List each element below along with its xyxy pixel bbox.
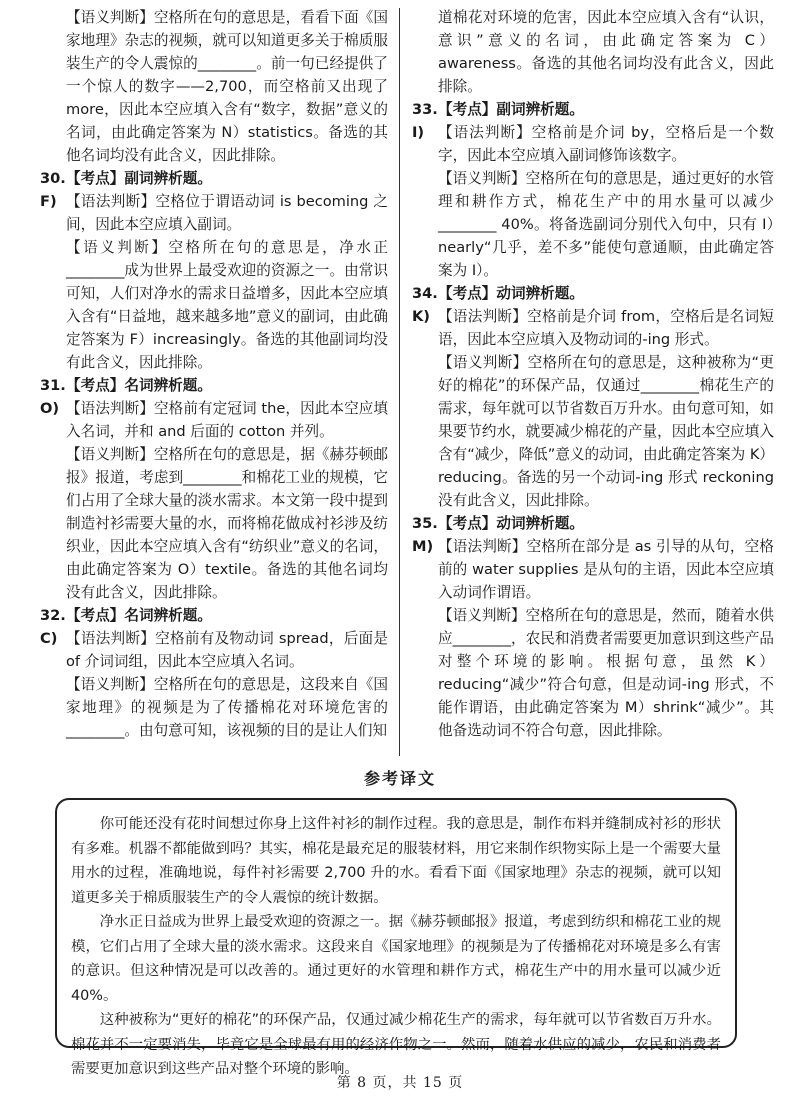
q32-meaning-analysis: 【语义判断】空格所在句的意思是，这段来自《国家地理》的视频是为了传播棉花对环境危害的________。由句意可知，该视频的目的是让人们知 [66, 676, 388, 739]
q30-meaning-analysis: 【语义判断】空格所在句的意思是，净水正________成为世界上最受欢迎的资源之一。由常识可知，人们对净水的需求日益增多，因此本空应填入含有“日益地，越来越多地”意义的副词，由此确定答案为 F）increasingly。备选的其他副词均没有此含义，因此排除。 [66, 239, 388, 371]
q35-heading [412, 512, 774, 535]
q33-heading [412, 98, 774, 121]
q34-answer-letter: K) [412, 308, 430, 325]
q30-answer-letter: F) [40, 193, 57, 210]
q35-answer-letter: M) [412, 538, 434, 555]
page-footer: 第 8 页，共 15 页 [336, 1075, 464, 1091]
q29-meaning-analysis: 【语义判断】空格所在句的意思是，看看下面《国家地理》杂志的视频，就可以知道更多关于棉质服装生产的令人震惊的________。前一句已经提供了一个惊人的数字——2,700，而空格前又出现了more，因此本空应填入含有“数字，数据”意义的名词，由此确定答案为 N）statistics。备选的其他名词均没有此含义，因此排除。 [66, 9, 388, 164]
q32-grammar-analysis: 【语法判断】空格前有及物动词 spread，后面是 of 介词词组，因此本空应填入名词。 [66, 630, 388, 670]
q30-heading [40, 167, 388, 190]
q32-meaning-continued: 道棉花对环境的危害，因此本空应填入含有“认识，意识”意义的名词，由此确定答案为 C）awareness。备选的其他名词均没有此含义，因此排除。 [438, 9, 774, 95]
q35-grammar-analysis: 【语法判断】空格所在部分是 as 引导的从句，空格前的 water supplies 是从句的主语，因此本空应填入动词作谓语。 [438, 538, 774, 601]
q33-answer-letter: I) [412, 124, 425, 141]
q31-heading [40, 374, 388, 397]
q35-topic: 【考点】动词辨析题。 [438, 515, 584, 532]
q32-answer-letter: C) [40, 630, 58, 647]
q34-topic: 【考点】动词辨析题。 [438, 285, 584, 302]
q31-answer-letter: O) [40, 400, 60, 417]
q30-grammar-analysis: 【语法判断】空格位于谓语动词 is becoming 之间，因此本空应填入副词。 [66, 193, 388, 233]
q33-topic: 【考点】副词辨析题。 [438, 101, 584, 118]
q33-meaning-analysis: 【语义判断】空格所在句的意思是，通过更好的水管理和耕作方式，棉花生产中的用水量可以减少________ 40%。将备选副词分别代入句中，只有 I）nearly“几乎，差不多”能使句意通顺，由此确定答案为 I）。 [438, 170, 774, 279]
translation-paragraph-3: 这种被称为“更好的棉花”的环保产品，仅通过减少棉花生产的需求，每年就可以节省数百万升水。棉花并不一定要消失，毕竟它是全球最有用的经济作物之一。然而，随着水供应的减少，农民和消费者需要更加意识到这些产品对整个环境的影响。 [71, 1012, 721, 1077]
q31-meaning-analysis: 【语义判断】空格所在句的意思是，据《赫芬顿邮报》报道，考虑到________和棉花工业的规模，它们占用了全球大量的淡水需求。本文第一段中提到制造衬衫需要大量的水，而将棉花做成衬衫涉及纺织业，因此本空应填入含有“纺织业”意义的名词，由此确定答案为 O）textile。备选的其他名词均没有此含义，因此排除。 [66, 446, 388, 601]
q32-heading [40, 604, 388, 627]
q31-grammar-row [40, 397, 388, 443]
right-column [412, 6, 774, 742]
q34-heading [412, 282, 774, 305]
column-divider [399, 8, 400, 756]
q35-number: 35. [412, 515, 438, 532]
q34-number: 34. [412, 285, 438, 302]
q32-grammar-row [40, 627, 388, 673]
q30-topic: 【考点】副词辨析题。 [66, 170, 212, 187]
translation-box [55, 798, 737, 1077]
q35-grammar-row [412, 535, 774, 604]
q30-grammar-row [40, 190, 388, 236]
q30-number: 30. [40, 170, 66, 187]
q33-grammar-analysis: 【语法判断】空格前是介词 by，空格后是一个数字，因此本空应填入副词修饰该数字。 [438, 124, 774, 164]
left-column [40, 6, 388, 742]
translation-paragraph-1: 你可能还没有花时间想过你身上这件衬衫的制作过程。我的意思是，制作布料并缝制成衬衫的形状有多难。机器不都能做到吗？其实，棉花是最充足的服装材料，用它来制作织物实际上是一个需要大量用水的过程，准确地说，每件衬衫需要 2,700 升的水。看看下面《国家地理》杂志的视频，就可以知道更多关于棉质服装生产的令人震惊的统计数据。 [71, 816, 721, 906]
translation-paragraph-2: 净水正日益成为世界上最受欢迎的资源之一。据《赫芬顿邮报》报道，考虑到纺织和棉花工业的规模，它们占用了全球大量的淡水需求。这段来自《国家地理》的视频是为了传播棉花对环境是多么有害的意识。但这种情况是可以改善的。通过更好的水管理和耕作方式，棉花生产中的用水量可以减少近 40%。 [71, 914, 721, 1004]
q34-grammar-analysis: 【语法判断】空格前是介词 from，空格后是名词短语，因此本空应填入及物动词的-ing 形式。 [438, 308, 774, 348]
q31-grammar-analysis: 【语法判断】空格前有定冠词 the，因此本空应填入名词，并和 and 后面的 cotton 并列。 [66, 400, 388, 440]
q34-meaning-analysis: 【语义判断】空格所在句的意思是，这种被称为“更好的棉花”的环保产品，仅通过________棉花生产的需求，每年就可以节省数百万升水。由句意可知，如果要节约水，就要减少棉花的产量，因此本空应填入含有“减少，降低”意义的动词，由此确定答案为 K）reducing。备选的另一个动词-ing 形式 reckoning 没有此含义，因此排除。 [438, 354, 774, 509]
q31-number: 31. [40, 377, 66, 394]
q33-grammar-row [412, 121, 774, 167]
translation-title: 参考译文 [363, 769, 436, 788]
q35-meaning-analysis: 【语义判断】空格所在句的意思是，然而，随着水供应________，农民和消费者需要更加意识到这些产品对整个环境的影响。根据句意，虽然 K）reducing“减少”符合句意，但是动词-ing 形式，不能作谓语，由此确定答案为 M）shrink“减少”。其他备选动词不符合句意，因此排除。 [438, 607, 774, 739]
q32-number: 32. [40, 607, 66, 624]
q31-topic: 【考点】名词辨析题。 [66, 377, 212, 394]
q34-grammar-row [412, 305, 774, 351]
q32-topic: 【考点】名词辨析题。 [66, 607, 212, 624]
q33-number: 33. [412, 101, 438, 118]
